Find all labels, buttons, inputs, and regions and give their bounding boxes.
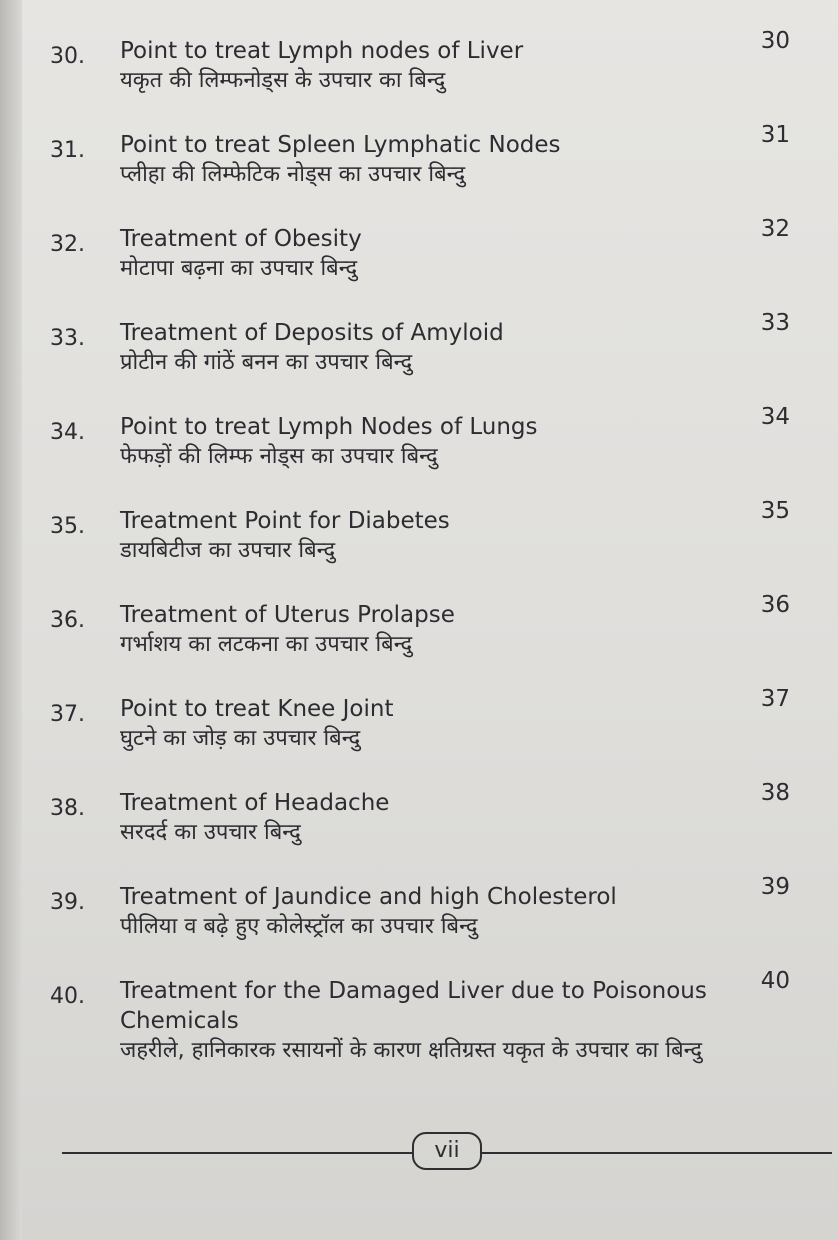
entry-number: 34.: [50, 420, 85, 445]
entry-title-hindi: गर्भाशय का लटकना का उपचार बिन्दु: [120, 632, 413, 657]
entry-number: 40.: [50, 984, 85, 1009]
entry-page-number: 38: [760, 780, 790, 806]
entry-page-number: 39: [760, 874, 790, 900]
entry-title-hindi: सरदर्द का उपचार बिन्दु: [120, 820, 301, 845]
entry-number: 32.: [50, 232, 85, 257]
entry-title-english: Point to treat Spleen Lymphatic Nodes: [120, 132, 561, 158]
toc-entry-34: [22, 404, 838, 498]
entry-number: 39.: [50, 890, 85, 915]
entry-title-hindi: यकृत की लिम्फनोड्स के उपचार का बिन्दु: [120, 68, 446, 93]
entry-page-number: 35: [760, 498, 790, 524]
toc-entry-30: [22, 28, 838, 122]
entry-title-hindi: पीलिया व बढ़े हुए कोलेस्ट्रॉल का उपचार बिन्दु: [120, 914, 478, 939]
entry-page-number: 31: [760, 122, 790, 148]
book-page: [22, 0, 838, 1240]
toc-entry-37: [22, 686, 838, 780]
entry-number: 38.: [50, 796, 85, 821]
entry-title-hindi: जहरीले, हानिकारक रसायनों के कारण क्षतिग्रस्त यकृत के उपचार का बिन्दु: [120, 1038, 703, 1063]
entry-number: 36.: [50, 608, 85, 633]
table-of-contents: [22, 28, 838, 1128]
footer-rule-right: [480, 1152, 832, 1154]
entry-page-number: 40: [760, 968, 790, 994]
toc-entry-35: [22, 498, 838, 592]
entry-page-number: 30: [760, 28, 790, 54]
page-footer: [52, 1130, 812, 1174]
entry-title-hindi: डायबिटीज का उपचार बिन्दु: [120, 538, 336, 563]
toc-entry-39: [22, 874, 838, 968]
entry-title-english: Point to treat Knee Joint: [120, 696, 394, 722]
entry-page-number: 32: [760, 216, 790, 242]
entry-title-english: Treatment of Jaundice and high Cholesterol: [120, 884, 617, 910]
toc-entry-33: [22, 310, 838, 404]
entry-number: 37.: [50, 702, 85, 727]
toc-entry-31: [22, 122, 838, 216]
entry-title-english: Treatment for the Damaged Liver due to Poisonous Chemicals: [120, 978, 707, 1034]
entry-page-number: 36: [760, 592, 790, 618]
entry-page-number: 34: [760, 404, 790, 430]
toc-entry-40: [22, 968, 838, 1128]
entry-page-number: 37: [760, 686, 790, 712]
page-gutter-shadow: [0, 0, 22, 1240]
entry-title-english: Treatment Point for Diabetes: [120, 508, 450, 534]
entry-number: 33.: [50, 326, 85, 351]
entry-title-hindi: मोटापा बढ़ना का उपचार बिन्दु: [120, 256, 358, 281]
entry-page-number: 33: [760, 310, 790, 336]
entry-title-hindi: घुटने का जोड़ का उपचार बिन्दु: [120, 726, 361, 751]
footer-rule-left: [62, 1152, 414, 1154]
entry-title-english: Treatment of Headache: [120, 790, 390, 816]
toc-entry-32: [22, 216, 838, 310]
toc-entry-36: [22, 592, 838, 686]
entry-title-english: Treatment of Uterus Prolapse: [120, 602, 455, 628]
entry-title-english: Treatment of Obesity: [120, 226, 362, 252]
toc-entry-38: [22, 780, 838, 874]
entry-title-english: Point to treat Lymph nodes of Liver: [120, 38, 524, 64]
entry-title-hindi: फेफड़ों की लिम्फ नोड्स का उपचार बिन्दु: [120, 444, 438, 469]
entry-number: 31.: [50, 138, 85, 163]
entry-number: 30.: [50, 44, 85, 69]
entry-number: 35.: [50, 514, 85, 539]
entry-title-english: Treatment of Deposits of Amyloid: [120, 320, 504, 346]
page-folio: vii: [412, 1132, 482, 1170]
entry-title-hindi: प्रोटीन की गांठें बनन का उपचार बिन्दु: [120, 350, 413, 375]
entry-title-english: Point to treat Lymph Nodes of Lungs: [120, 414, 538, 440]
entry-title-hindi: प्लीहा की लिम्फेटिक नोड्स का उपचार बिन्दु: [120, 162, 466, 187]
